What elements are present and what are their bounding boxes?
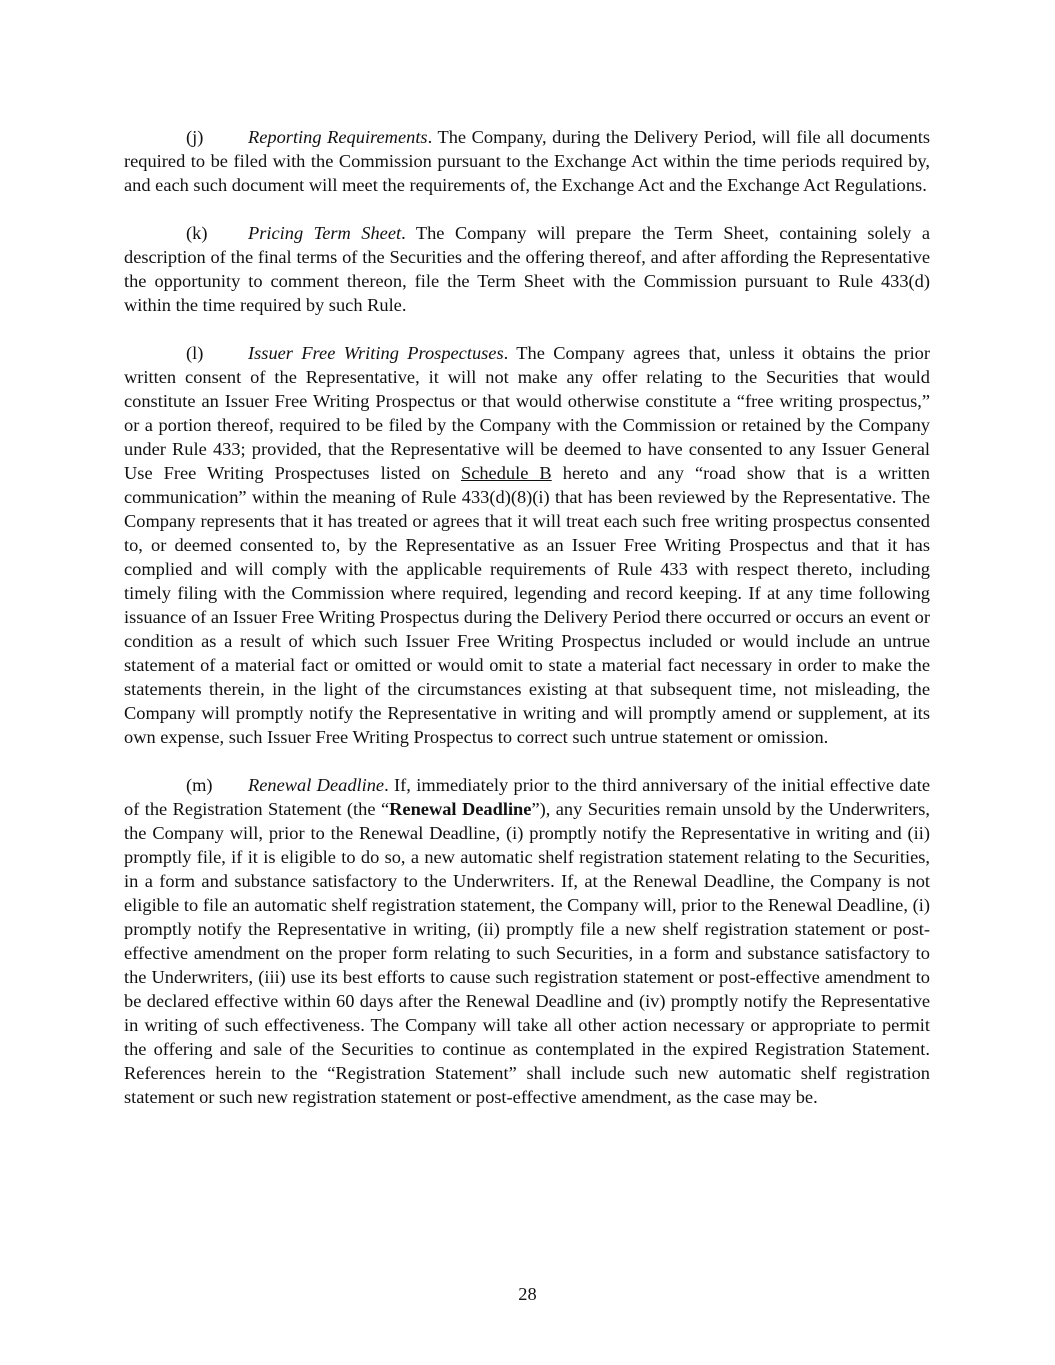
section-k-number: (k) [186,223,208,243]
section-l-number: (l) [186,343,204,363]
section-m-body-part1: . If, immediately prior to the third anniversary of the initial effective date of the Registration Statement (the “ [124,775,930,819]
section-m-heading: Renewal Deadline [248,775,385,795]
section-m [124,773,930,1109]
renewal-deadline-defined-term: Renewal Deadline [389,799,532,819]
section-j-heading: Reporting Requirements [248,127,428,147]
schedule-b-reference: Schedule B [460,463,552,483]
section-k-body: . The Company will prepare the Term Sheet, containing solely a description of the final terms of the Securities and the offering thereof, and after affording the Representative the opportunity to comment thereon, file the Term Sheet with the Commission pursuant to Rule 433(d) within the time required by such Rule. [124,223,930,315]
section-m-number: (m) [186,775,213,795]
page-number: 28 [518,1284,537,1304]
section-l-body-part2: hereto and any “road show that is a written communication” within the meaning of Rule 433(d)(8)(i) that has been reviewed by the Representative. The Company represents that it has treated or agrees that it will treat each such free writing prospectus consented to, or deemed consented to, by the Representative as an Issuer Free Writing Prospectus and that it has complied and will comply with the applicable requirements of Rule 433 with respect thereto, including timely filing with the Commission where required, legending and record keeping. If at any time following issuance of an Issuer Free Writing Prospectus during the Delivery Period there occurred or occurs an event or condition as a result of which such Issuer Free Writing Prospectus included or would include an untrue statement of a material fact or omitted or would omit to state a material fact necessary in order to make the statements therein, in the light of the circumstances existing at that subsequent time, not misleading, the Company will promptly notify the Representative in writing and will promptly amend or supplement, at its own expense, such Issuer Free Writing Prospectus to correct such untrue statement or omission. [124,463,930,747]
section-j-number: (j) [186,127,204,147]
document-page [124,125,930,1133]
section-k [124,221,930,317]
section-j [124,125,930,197]
section-m-body-part2: ”), any Securities remain unsold by the Underwriters, the Company will, prior to the Renewal Deadline, (i) promptly notify the Representative in writing and (ii) promptly file, if it is eligible to do so, a new automatic shelf registration statement relating to the Securities, in a form and substance satisfactory to the Underwriters. If, at the Renewal Deadline, the Company is not eligible to file an automatic shelf registration statement, the Company will, prior to the Renewal Deadline, (i) promptly notify the Representative in writing, (ii) promptly file a new shelf registration statement or post-effective amendment on the proper form relating to such Securities, in a form and substance satisfactory to the Underwriters, (iii) use its best efforts to cause such registration statement or post-effective amendment to be declared effective within 60 days after the Renewal Deadline and (iv) promptly notify the Representative in writing of such effectiveness. The Company will take all other action necessary or appropriate to permit the offering and sale of the Securities to continue as contemplated in the expired Registration Statement. References herein to the “Registration Statement” shall include such new automatic shelf registration statement or such new registration statement or post-effective amendment, as the case may be. [124,799,930,1107]
section-l-body-part1: . The Company agrees that, unless it obtains the prior written consent of the Representative, it will not make any offer relating to the Securities that would constitute an Issuer Free Writing Prospectus or that would otherwise constitute a “free writing prospectus,” or a portion thereof, required to be filed by the Company with the Commission or retained by the Company under Rule 433; provided, that the Representative will be deemed to have consented to any Issuer General Use Free Writing Prospectuses listed on [124,343,930,483]
section-l-heading: Issuer Free Writing Prospectuses [248,343,504,363]
section-l [124,341,930,749]
section-j-body: . The Company, during the Delivery Period, will file all documents required to be filed with the Commission pursuant to the Exchange Act within the time periods required by, and each such document will meet the requirements of, the Exchange Act and the Exchange Act Regulations. [124,127,930,195]
section-k-heading: Pricing Term Sheet [248,223,402,243]
